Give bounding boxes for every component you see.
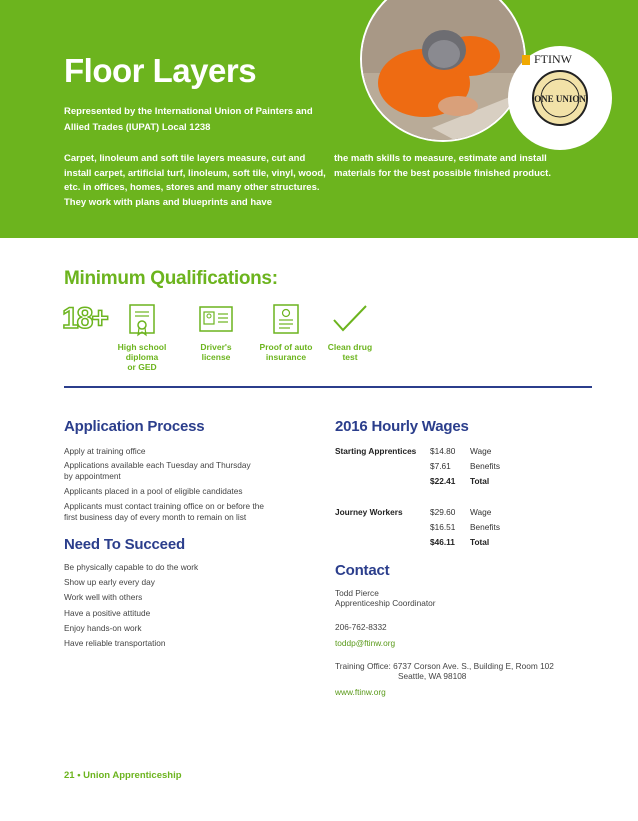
succeed-item: Show up early every day [64,577,155,587]
wage-group-starting: Starting Apprentices [335,446,417,456]
office-address-line1: Training Office: 6737 Corson Ave. S., Building E, Room 102 [335,661,554,671]
succeed-item: Work well with others [64,592,143,602]
contact-heading: Contact [335,562,390,579]
wages-heading: 2016 Hourly Wages [335,418,469,435]
qual-diploma-line1: High school [117,342,167,352]
section-divider [64,386,592,388]
union-seal-icon [530,68,590,128]
contact-name: Todd Pierce [335,588,379,598]
qualifications-heading: Minimum Qualifications: [64,268,278,289]
qual-license-label [181,342,251,362]
office-address-line2: Seattle, WA 98108 [398,671,467,681]
qual-license-line2: license [201,352,231,362]
diploma-icon [122,303,162,337]
qual-license-line1: Driver's [200,342,232,352]
insurance-icon [266,303,306,337]
wage-type: Wage [470,446,492,456]
application-line: Applicants placed in a pool of eligible candidates [64,486,243,496]
qual-diploma-line3: or GED [127,362,157,372]
application-line: by appointment [64,471,121,481]
wage-type: Wage [470,507,492,517]
succeed-heading: Need To Succeed [64,536,185,553]
wage-amount: $22.41 [430,476,456,486]
website-link[interactable]: www.ftinw.org [335,687,386,697]
wage-type: Benefits [470,522,500,532]
page-title: Floor Layers [64,52,257,89]
contact-role: Apprenticeship Coordinator [335,598,436,608]
age-requirement: 18+ [62,302,107,335]
logo-text: FTINW [534,52,572,66]
qual-insurance-line2: insurance [265,352,307,362]
succeed-item: Have reliable transportation [64,638,166,648]
contact-email-link[interactable]: toddp@ftinw.org [335,638,396,648]
application-line: Applicants must contact training office on or before the [64,501,265,511]
qual-drug-test-label [315,342,385,362]
description-col2: the math skills to measure, estimate and install materials for the best possible finished product. [334,153,551,179]
wage-amount: $46.11 [430,537,455,547]
application-line: Apply at training office [64,446,146,456]
qual-diploma-line2: diploma [125,352,159,362]
union-subtitle: Represented by the International Union of Painters and Allied Trades (IUPAT) Local 1238 [64,106,313,133]
wage-amount: $7.61 [430,461,451,471]
succeed-item: Enjoy hands-on work [64,623,142,633]
application-line: first business day of every month to remain on list [64,512,247,522]
qual-drug-test-line1: Clean drug [327,342,373,352]
page-footer: 21 • Union Apprenticeship [64,770,182,781]
qual-diploma-label [107,342,177,372]
description-col1: Carpet, linoleum and soft tile layers measure, cut and install carpet, artificial turf, linoleum, soft tile, vinyl, wood, etc. in offices, homes, stores and many other structures. They work with plans and blueprints and have [64,153,326,208]
application-line: Applications available each Tuesday and Thursday [64,460,251,470]
seal-text: ONE UNION [534,94,586,104]
wage-amount: $29.60 [430,507,456,517]
wage-type: Total [470,476,490,486]
succeed-item: Have a positive attitude [64,608,151,618]
application-heading: Application Process [64,418,205,435]
qual-insurance-label [251,342,321,362]
checkmark-icon [330,302,370,336]
contact-phone: 206-762-8332 [335,622,387,632]
qual-insurance-line1: Proof of auto [259,342,313,352]
succeed-item: Be physically capable to do the work [64,562,199,572]
wage-type: Benefits [470,461,500,471]
wage-amount: $14.80 [430,446,456,456]
wage-type: Total [470,537,490,547]
wage-amount: $16.51 [430,522,456,532]
wage-group-journey: Journey Workers [335,507,403,517]
license-icon [196,303,236,337]
qual-drug-test-line2: test [342,352,358,362]
logo-mark-icon [522,55,530,65]
